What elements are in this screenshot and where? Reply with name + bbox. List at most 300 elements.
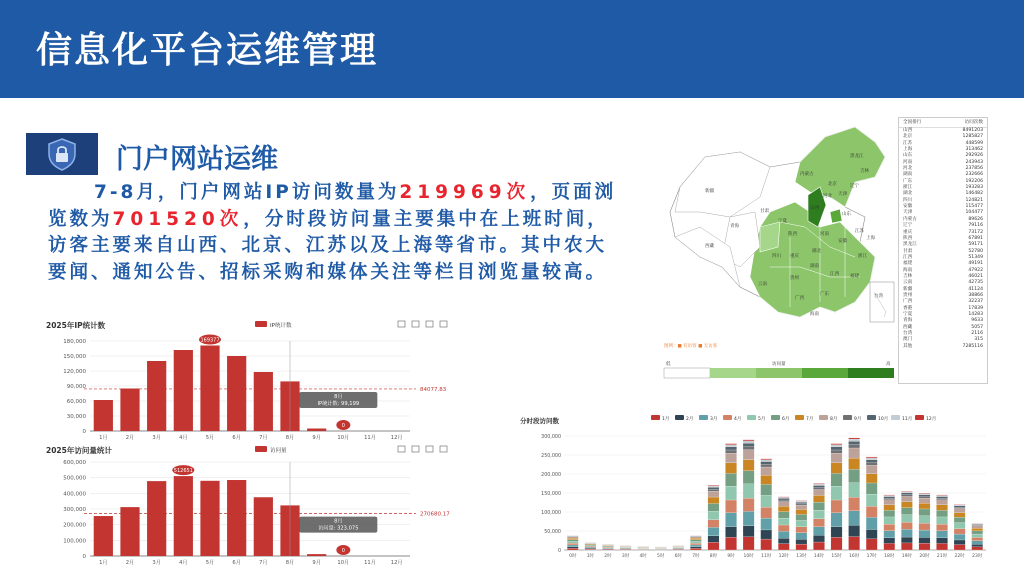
stack-segment xyxy=(972,525,983,526)
stack-segment xyxy=(602,546,613,547)
shield-lock-icon xyxy=(26,133,98,175)
hourly-chart xyxy=(516,410,990,562)
legend-label: 4月 xyxy=(734,417,742,422)
stack-segment xyxy=(778,500,789,502)
stack-segment xyxy=(866,460,877,463)
x-tick-label: 18时 xyxy=(884,554,895,559)
x-tick-label: 2时 xyxy=(604,554,612,559)
stack-segment xyxy=(813,519,824,527)
stack-segment xyxy=(690,537,701,538)
stack-segment xyxy=(831,444,842,445)
province-label: 北京 xyxy=(828,182,837,187)
ranking-count: 52780 xyxy=(968,248,983,254)
ranking-region: 宁夏 xyxy=(903,311,913,317)
bar xyxy=(94,400,113,431)
ranking-row xyxy=(899,344,987,350)
stack-segment xyxy=(813,487,824,489)
ranking-region: 内蒙古 xyxy=(903,216,917,222)
bar xyxy=(147,361,166,431)
stack-segment xyxy=(936,517,947,524)
stack-segment xyxy=(954,534,965,540)
stack-segment xyxy=(725,527,736,538)
ranking-region: 贵州 xyxy=(903,292,913,298)
ranking-count: 73172 xyxy=(968,229,983,235)
x-tick-label: 6月 xyxy=(232,435,241,441)
stack-segment xyxy=(972,526,983,528)
stack-segment xyxy=(848,469,859,482)
stack-segment xyxy=(901,522,912,529)
ranking-region: 台湾 xyxy=(903,331,913,336)
stack-segment xyxy=(936,505,947,511)
bar xyxy=(120,389,139,432)
x-tick-label: 5时 xyxy=(657,554,665,559)
stack-segment xyxy=(585,543,596,544)
legend-label: 7月 xyxy=(806,417,814,422)
stack-segment xyxy=(602,547,613,548)
stack-segment xyxy=(725,450,736,453)
stack-segment xyxy=(743,511,754,525)
ranking-region: 福建 xyxy=(903,261,913,267)
stack-segment xyxy=(954,517,965,522)
stack-segment xyxy=(778,506,789,511)
chart-title: 2025年IP统计数 xyxy=(46,321,106,330)
stack-segment xyxy=(848,511,859,526)
x-tick-label: 21时 xyxy=(936,554,948,559)
tooltip-value: IP统计数: 99,199 xyxy=(317,400,360,407)
stack-segment xyxy=(743,484,754,498)
stack-segment xyxy=(796,504,807,505)
x-tick-label: 22时 xyxy=(954,554,965,559)
stack-segment xyxy=(831,445,842,447)
y-tick-label: 180,000 xyxy=(63,339,86,345)
ranking-count: 9633 xyxy=(971,318,983,324)
stack-segment xyxy=(831,450,842,453)
ranking-count: 79116 xyxy=(968,223,983,229)
legend-label: 访问量 xyxy=(270,448,287,454)
province-label: 吉林 xyxy=(860,169,869,174)
ranking-count: 38866 xyxy=(968,292,983,298)
x-tick-label: 7月 xyxy=(259,560,268,566)
stack-segment xyxy=(848,525,859,536)
stack-segment xyxy=(602,549,613,550)
ranking-count: 193283 xyxy=(965,185,983,191)
province-label: 福建 xyxy=(850,274,859,279)
stack-segment xyxy=(743,498,754,511)
ranking-count: 49191 xyxy=(968,261,983,267)
bar xyxy=(307,554,326,556)
stack-segment xyxy=(936,510,947,517)
ranking-region: 重庆 xyxy=(903,229,913,235)
stack-segment xyxy=(796,539,807,544)
stack-segment xyxy=(936,495,947,496)
stack-segment xyxy=(813,485,824,487)
ranking-region: 河北 xyxy=(903,166,913,172)
stack-segment xyxy=(743,526,754,537)
x-tick-label: 5月 xyxy=(205,435,215,441)
ranking-region: 江苏 xyxy=(903,140,913,146)
stack-segment xyxy=(848,458,859,469)
ranking-count: 104477 xyxy=(965,210,983,216)
ranking-region: 北京 xyxy=(903,134,913,140)
province-label: 山西 xyxy=(810,206,819,211)
stack-segment xyxy=(919,498,930,503)
ranking-count: 237856 xyxy=(965,166,983,172)
line-switch-icon xyxy=(412,446,419,452)
legend-swatch xyxy=(771,415,780,420)
stack-segment xyxy=(567,548,578,550)
x-tick-label: 23时 xyxy=(972,554,983,559)
stack-segment xyxy=(901,543,912,550)
x-tick-label: 12月 xyxy=(390,560,403,566)
restore-icon xyxy=(440,321,447,327)
ranking-region: 河南 xyxy=(903,159,913,165)
x-tick-label: 17时 xyxy=(866,554,877,559)
stack-segment xyxy=(813,510,824,519)
province-label: 重庆 xyxy=(790,254,799,259)
stack-segment xyxy=(743,460,754,471)
ranking-region: 天津 xyxy=(903,210,913,216)
data-view-icon xyxy=(398,321,405,327)
stack-segment xyxy=(778,518,789,525)
map-legend-low: 低 xyxy=(666,362,671,367)
stack-segment xyxy=(708,487,719,489)
stack-segment xyxy=(954,509,965,513)
stack-segment xyxy=(884,543,895,550)
stack-segment xyxy=(936,543,947,550)
south-sea-inset xyxy=(870,282,894,322)
ranking-count: 67891 xyxy=(968,235,983,241)
stack-segment xyxy=(848,537,859,550)
stack-segment xyxy=(954,506,965,507)
stack-segment xyxy=(901,515,912,523)
legend-label: 5月 xyxy=(758,417,766,422)
stack-segment xyxy=(708,542,719,550)
stack-segment xyxy=(936,495,947,496)
stack-segment xyxy=(831,527,842,538)
ranking-region: 江西 xyxy=(903,254,913,260)
bar xyxy=(94,516,113,556)
map-legend-mid: 访问量 xyxy=(772,362,786,367)
legend-swatch xyxy=(651,415,660,420)
stack-segment xyxy=(778,497,789,498)
stack-segment xyxy=(778,538,789,543)
stack-segment xyxy=(936,524,947,531)
stack-segment xyxy=(972,547,983,550)
bar xyxy=(120,507,139,556)
stack-segment xyxy=(585,547,596,548)
legend-label: 10月 xyxy=(878,417,889,422)
stack-segment xyxy=(848,439,859,441)
x-tick-label: 3月 xyxy=(152,435,161,441)
province-label: 河北 xyxy=(823,194,832,199)
stack-segment xyxy=(567,538,578,539)
stack-segment xyxy=(972,537,983,540)
stack-segment xyxy=(725,463,736,474)
stack-segment xyxy=(813,502,824,510)
ranking-count: 7285116 xyxy=(962,343,983,349)
stack-segment xyxy=(901,493,912,495)
ranking-region: 其他 xyxy=(903,343,913,349)
legend-label: 2月 xyxy=(686,417,694,422)
stack-segment xyxy=(901,491,912,492)
stack-segment xyxy=(778,498,789,500)
legend-label: IP统计数 xyxy=(270,323,292,329)
ranking-region: 上海 xyxy=(903,147,913,153)
ranking-count: 51349 xyxy=(968,254,983,260)
legend-swatch xyxy=(747,415,756,420)
x-tick-label: 14时 xyxy=(813,554,825,559)
page-title: 信息化平台运维管理 xyxy=(36,30,379,71)
ranking-region: 黑龙江 xyxy=(903,242,917,248)
ranking-count: 315 xyxy=(974,337,983,343)
section-badge xyxy=(26,133,98,175)
stack-segment xyxy=(585,549,596,550)
province-label: 西藏 xyxy=(705,244,714,249)
x-tick-label: 15时 xyxy=(831,554,842,559)
ranking-count: 448599 xyxy=(965,140,983,146)
legend-swatch xyxy=(699,415,708,420)
legend-label: 8月 xyxy=(830,417,838,422)
stack-segment xyxy=(690,547,701,548)
stack-segment xyxy=(936,531,947,538)
legend-swatch xyxy=(723,415,732,420)
stack-segment xyxy=(778,497,789,498)
stack-segment xyxy=(567,541,578,543)
y-tick-label: 50,000 xyxy=(544,530,561,535)
stack-segment xyxy=(585,548,596,549)
stack-segment xyxy=(901,537,912,543)
stack-segment xyxy=(567,543,578,545)
ranking-header xyxy=(899,118,987,128)
ranking-region: 香港 xyxy=(903,305,913,311)
province-label: 辽宁 xyxy=(850,184,859,189)
x-tick-label: 2月 xyxy=(125,435,135,441)
y-tick-label: 150,000 xyxy=(63,354,86,360)
paragraph-part-2: ，页面浏览数为 xyxy=(48,182,617,230)
stack-segment xyxy=(813,484,824,485)
stack-segment xyxy=(848,445,859,448)
legend-swatch xyxy=(675,415,684,420)
legend-swatch xyxy=(255,446,267,452)
stack-segment xyxy=(778,544,789,550)
stack-segment xyxy=(919,530,930,537)
stack-segment xyxy=(954,507,965,508)
stack-segment xyxy=(884,538,895,544)
bar xyxy=(227,480,246,556)
stack-segment xyxy=(866,474,877,483)
pv-chart xyxy=(40,443,460,569)
ranking-region: 澳门 xyxy=(903,337,913,343)
stack-segment xyxy=(725,444,736,445)
summary-paragraph xyxy=(48,180,628,286)
y-tick-label: 200,000 xyxy=(63,522,86,529)
ranking-region: 广东 xyxy=(903,178,913,184)
stack-segment xyxy=(831,513,842,527)
stack-segment xyxy=(901,496,912,501)
y-tick-label: 200,000 xyxy=(541,473,561,478)
ranking-region: 陕西 xyxy=(903,235,913,241)
legend-label: 9月 xyxy=(854,417,862,422)
stack-segment xyxy=(585,544,596,545)
stack-segment xyxy=(972,534,983,537)
province-label: 广东 xyxy=(820,292,829,297)
ranking-region: 甘肃 xyxy=(903,248,913,254)
province-label: 山东 xyxy=(842,212,851,217)
stack-segment xyxy=(884,517,895,524)
x-tick-label: 10月 xyxy=(337,435,350,441)
y-tick-label: 0 xyxy=(82,554,86,560)
y-tick-label: 150,000 xyxy=(541,492,561,497)
ranking-region: 新疆 xyxy=(903,286,913,292)
y-tick-label: 400,000 xyxy=(63,491,86,498)
header-bar xyxy=(0,0,1024,98)
ranking-region: 广西 xyxy=(903,299,913,305)
stack-segment xyxy=(866,458,877,460)
stack-segment xyxy=(761,464,772,467)
ranking-count: 47922 xyxy=(968,267,983,273)
min-label: 0 xyxy=(341,548,345,554)
stack-segment xyxy=(813,495,824,502)
stack-segment xyxy=(743,441,754,443)
tooltip-title: 8月 xyxy=(334,393,343,400)
x-tick-label: 13时 xyxy=(796,554,807,559)
stack-segment xyxy=(866,462,877,465)
stack-segment xyxy=(936,497,947,499)
stack-segment xyxy=(743,443,754,446)
bar xyxy=(307,429,326,432)
y-tick-label: 250,000 xyxy=(541,454,561,459)
chart-title: 2025年访问量统计 xyxy=(46,446,112,455)
stack-segment xyxy=(831,500,842,513)
line-switch-icon xyxy=(412,321,419,327)
stack-segment xyxy=(761,484,772,495)
stack-segment xyxy=(954,523,965,529)
x-tick-label: 20时 xyxy=(919,554,930,559)
stack-segment xyxy=(796,501,807,502)
stack-segment xyxy=(796,502,807,503)
x-tick-label: 16时 xyxy=(849,554,860,559)
stack-segment xyxy=(796,544,807,550)
stack-segment xyxy=(901,495,912,497)
pv-bar-chart xyxy=(40,443,460,569)
ranking-count: 41124 xyxy=(968,286,983,292)
stack-segment xyxy=(813,484,824,485)
stack-segment xyxy=(972,524,983,525)
bar xyxy=(200,346,219,432)
stack-segment xyxy=(690,543,701,545)
stack-segment xyxy=(813,489,824,495)
stack-segment xyxy=(708,497,719,503)
province-label: 江苏 xyxy=(855,229,864,234)
x-tick-label: 1月 xyxy=(99,435,108,441)
bar xyxy=(174,476,193,556)
stack-segment xyxy=(725,447,736,450)
y-tick-label: 300,000 xyxy=(541,435,561,440)
ranking-region: 西藏 xyxy=(903,324,913,330)
stack-segment xyxy=(743,537,754,550)
stack-segment xyxy=(813,542,824,550)
y-tick-label: 100,000 xyxy=(541,511,561,516)
stack-segment xyxy=(725,486,736,500)
pv-count: 701520次 xyxy=(112,208,244,230)
stack-segment xyxy=(708,503,719,511)
stack-segment xyxy=(866,494,877,506)
x-tick-label: 12月 xyxy=(390,435,403,441)
ranking-count: 59171 xyxy=(968,242,983,248)
stack-segment xyxy=(866,517,877,529)
stack-segment xyxy=(761,475,772,484)
stack-segment xyxy=(884,500,895,505)
stack-segment xyxy=(725,537,736,550)
ranking-region: 云南 xyxy=(903,280,913,286)
province-label: 浙江 xyxy=(858,254,867,259)
stack-segment xyxy=(725,453,736,463)
max-label: 512651 xyxy=(173,468,193,475)
china-map xyxy=(660,117,898,387)
stack-segment xyxy=(796,533,807,539)
stack-segment xyxy=(778,512,789,518)
stack-segment xyxy=(761,459,772,460)
bar-switch-icon xyxy=(426,446,433,452)
stack-segment xyxy=(567,540,578,542)
stack-segment xyxy=(778,531,789,538)
stack-segment xyxy=(954,545,965,550)
stack-segment xyxy=(919,509,930,516)
bar xyxy=(174,350,193,431)
province-label: 广西 xyxy=(795,296,804,301)
data-view-icon xyxy=(398,446,405,452)
stack-segment xyxy=(848,448,859,458)
stack-segment xyxy=(813,527,824,536)
section-title: 门户网站运维 xyxy=(116,144,278,175)
x-tick-label: 0时 xyxy=(569,554,577,559)
average-label: 84077.83 xyxy=(420,386,447,393)
legend-label: 11月 xyxy=(902,417,913,422)
x-tick-label: 8月 xyxy=(285,560,295,566)
bar xyxy=(254,372,273,431)
x-tick-label: 5月 xyxy=(205,560,215,566)
legend-swatch xyxy=(915,415,924,420)
province-label: 云南 xyxy=(758,282,767,287)
stack-segment xyxy=(884,495,895,496)
stack-segment xyxy=(848,483,859,498)
ranking-count: 89626 xyxy=(968,216,983,222)
stack-segment xyxy=(690,538,701,539)
tooltip-value: 访问量: 323,075 xyxy=(318,525,359,532)
stack-segment xyxy=(761,530,772,539)
x-tick-label: 10月 xyxy=(337,560,350,566)
ranking-table xyxy=(898,117,988,384)
stack-segment xyxy=(690,545,701,547)
stack-segment xyxy=(708,485,719,486)
stack-segment xyxy=(778,525,789,531)
x-tick-label: 3时 xyxy=(621,554,630,559)
stack-segment xyxy=(761,518,772,530)
ranking-header-count: 访问次数 xyxy=(964,120,983,125)
province-label: 安徽 xyxy=(838,239,847,244)
stack-segment xyxy=(848,497,859,510)
ranking-count: 2116 xyxy=(971,331,983,336)
stack-segment xyxy=(972,531,983,534)
province-label: 贵州 xyxy=(790,276,799,281)
y-tick-label: 120,000 xyxy=(63,369,86,375)
stack-segment xyxy=(585,545,596,546)
stack-segment xyxy=(954,505,965,506)
legend-swatch xyxy=(255,321,267,327)
province-label: 湖南 xyxy=(810,264,819,269)
y-tick-label: 60,000 xyxy=(66,399,86,405)
ranking-region: 山西 xyxy=(903,128,913,133)
